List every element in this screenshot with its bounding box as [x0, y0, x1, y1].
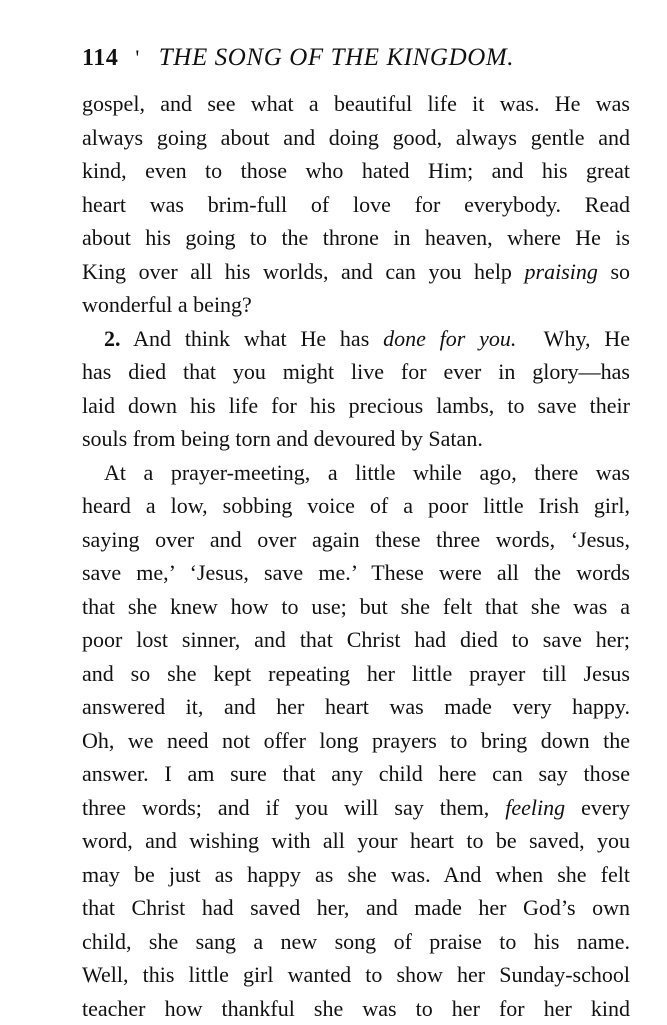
- text-line: that Christ had saved her, and made her God’s own: [82, 891, 630, 925]
- text-line: save me,’ ‘Jesus, save me.’ These were all the words: [82, 556, 630, 590]
- text-line: has died that you might live for ever in glory—has: [82, 355, 630, 389]
- text-line: [82, 791, 630, 825]
- text-segment: And think what He has: [121, 326, 384, 351]
- text-line: always going about and doing good, always gentle and: [82, 121, 630, 155]
- text-line: souls from being torn and devoured by Satan.: [82, 422, 630, 456]
- text-line: heard a low, sobbing voice of a poor little Irish girl,: [82, 489, 630, 523]
- text-line: poor lost sinner, and that Christ had died to save her;: [82, 623, 630, 657]
- text-line: word, and wishing with all your heart to be saved, you: [82, 824, 630, 858]
- italic-emphasis: feeling: [505, 795, 565, 820]
- text-line: wonderful a being?: [82, 288, 630, 322]
- text-line: child, she sang a new song of praise to his name.: [82, 925, 630, 959]
- italic-emphasis: done for you.: [383, 326, 516, 351]
- text-segment: so: [598, 259, 630, 284]
- text-line: At a prayer-meeting, a little while ago, there was: [82, 456, 630, 490]
- page-header: [82, 44, 622, 84]
- text-line: laid down his life for his precious lambs, to save their: [82, 389, 630, 423]
- italic-emphasis: praising: [525, 259, 598, 284]
- text-segment: King over all his worlds, and can you help: [82, 259, 525, 284]
- text-line: heart was brim-full of love for everybody. Read: [82, 188, 630, 222]
- text-segment: every: [565, 795, 630, 820]
- paragraph-number: 2.: [104, 326, 121, 351]
- text-segment: three words; and if you will say them,: [82, 795, 505, 820]
- text-line: [82, 322, 630, 356]
- header-mark: ': [135, 45, 140, 71]
- text-line: kind, even to those who hated Him; and his great: [82, 154, 630, 188]
- text-line: Oh, we need not offer long prayers to bring down the: [82, 724, 630, 758]
- text-line: Well, this little girl wanted to show her Sunday-school: [82, 958, 630, 992]
- text-line: about his going to the throne in heaven, where He is: [82, 221, 630, 255]
- text-line: and so she kept repeating her little prayer till Jesus: [82, 657, 630, 691]
- text-line: may be just as happy as she was. And when she felt: [82, 858, 630, 892]
- text-line: [82, 255, 630, 289]
- text-segment: Why, He: [516, 326, 630, 351]
- page-number: 114: [82, 45, 118, 72]
- running-title: THE SONG OF THE KINGDOM.: [159, 44, 514, 72]
- text-line: answer. I am sure that any child here can say those: [82, 757, 630, 791]
- body-text: [82, 87, 630, 1025]
- text-line: gospel, and see what a beautiful life it was. He was: [82, 87, 630, 121]
- text-line: teacher how thankful she was to her for her kind: [82, 992, 630, 1025]
- text-line: that she knew how to use; but she felt that she was a: [82, 590, 630, 624]
- text-line: answered it, and her heart was made very happy.: [82, 690, 630, 724]
- text-line: saying over and over again these three words, ‘Jesus,: [82, 523, 630, 557]
